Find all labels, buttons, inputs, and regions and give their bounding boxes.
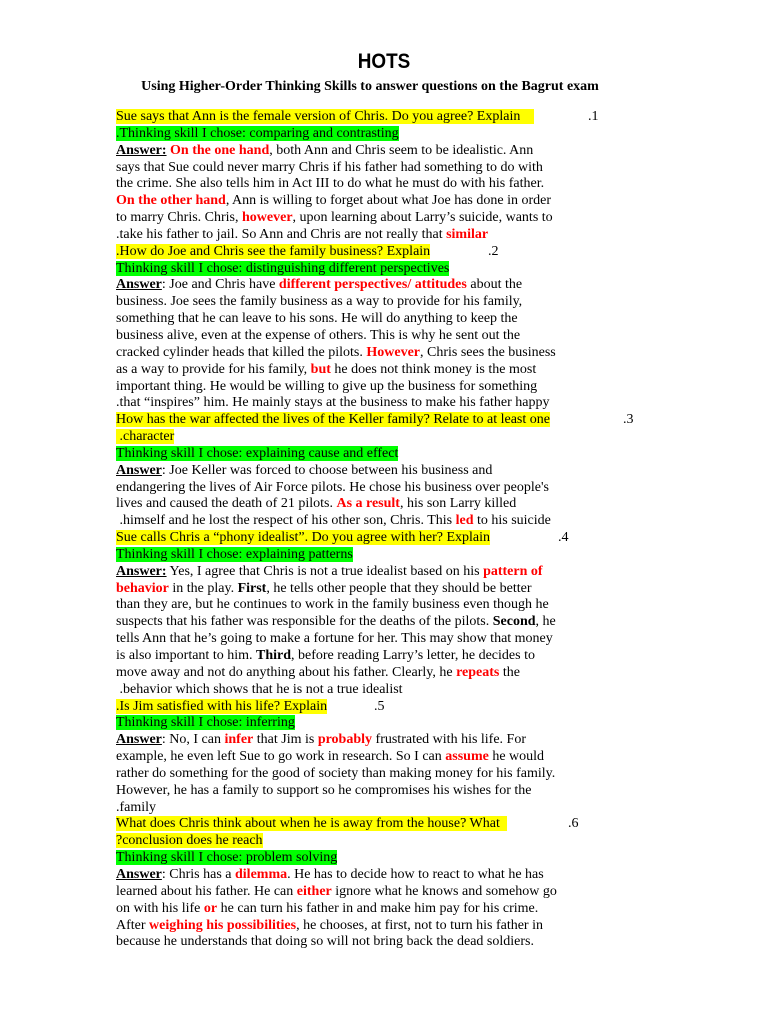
answer-text: cracked cylinder heads that killed the pilots. [116,344,367,360]
answer-line [116,918,616,935]
q6-question-line [116,816,616,833]
q4-skill: Thinking skill I chose: explaining patterns [116,546,353,562]
q1-number: .1 [588,109,599,124]
answer-line [116,884,616,901]
emphasis-text: assume [445,749,489,765]
answer-line [116,682,616,699]
answer-text: .take his father to jail. So Ann and Chris are not really that [116,226,447,242]
q2-number: .2 [488,243,499,259]
answer-text: because he understands that doing so will not bring back the dead soldiers. [116,934,534,950]
document-body [116,109,634,951]
answer-label: Answer [116,462,162,478]
answer-text: ignore what he knows and somehow go [331,883,557,899]
q3-skill-line [116,446,616,463]
q3-skill: Thinking skill I chose: explaining cause and effect [116,445,399,461]
answer-text: about the [466,277,523,293]
q1-skill-line [116,126,616,143]
emphasis-text: probably [317,732,373,748]
emphasis-text: weighing his possibilities [149,917,297,933]
q6-question-cont: ?conclusion does he reach [116,833,263,849]
bold-text: Second [492,614,536,630]
answer-text: : No, I can [161,732,225,748]
emphasis-text: behavior [116,580,169,596]
answer-text: .family [116,799,157,815]
q1-answer-line [116,143,616,160]
answer-label: Answer [116,277,162,293]
answer-label: Answer: [116,142,167,158]
q2-skill-line [116,261,616,278]
answer-text: says that Sue could never marry Chris if his father had something to do with [116,159,543,175]
answer-text: : Joe Keller was forced to choose between his business and [161,462,493,478]
answer-line [116,901,616,918]
answer-text: he would [488,749,545,765]
emphasis-text: but [310,361,331,377]
answer-line [116,210,616,227]
answer-text: that Jim is [253,732,318,748]
answer-label: Answer: [116,563,167,579]
q5-skill: Thinking skill I chose: inferring [116,715,295,731]
answer-text: lives and caused the death of 21 pilots. [116,496,337,512]
q6-question-line-2 [116,833,616,850]
answer-text: .himself and he lost the respect of his other son, Chris. This [119,513,456,529]
answer-text: than they are, but he continues to work in the family business even though he [116,597,549,613]
bold-text: Third [256,648,292,663]
answer-line [116,513,616,530]
q1-question: Sue says that Ann is the female version of Chris. Do you agree? Explain [116,109,521,124]
answer-text: learned about his father. He can [116,883,297,899]
answer-text: , upon learning about Larry’s suicide, wants to [292,210,553,226]
answer-line [116,362,616,379]
emphasis-text: similar [446,226,489,242]
q2-question: .How do Joe and Chris see the family business? Explain [116,243,431,259]
q5-answer-line [116,732,616,749]
q3-question: How has the war affected the lives of the Keller family? Relate to at least one [116,412,550,428]
answer-text: to his suicide [473,513,551,529]
emphasis-text: However [366,344,421,360]
answer-text: to marry Chris. Chris, [116,210,242,226]
emphasis-text: On the other hand [116,193,226,209]
emphasis-text: different perspectives/ attitudes [278,277,467,293]
answer-line [116,193,616,210]
emphasis-text: either [296,883,332,899]
answer-text: is also important to him. [116,648,256,663]
page-subtitle: Using Higher-Order Thinking Skills to answer questions on the Bagrut exam [141,79,599,94]
emphasis-text: repeats [456,664,500,680]
answer-line [116,648,616,665]
q3-question-line [116,412,634,429]
q2-answer-line [116,277,616,294]
answer-text: endangering the lives of Air Force pilots. He chose his business over people's [116,479,549,495]
answer-text: Yes, I agree that Chris is not a true idealist based on his [166,563,484,579]
answer-text: , he [535,614,556,630]
answer-text: tells Ann that he’s going to make a fortune for her. This may show that money [116,631,553,647]
answer-line [116,614,616,631]
q6-number: .6 [568,816,579,832]
q6-question: What does Chris think about when he is away from the house? What [116,816,500,832]
q3-question-line-2 [116,429,616,446]
q2-question-line [116,244,616,261]
emphasis-text: or [203,900,218,916]
q5-question-line [116,699,616,716]
answer-text: .that “inspires” him. He mainly stays at the business to make his father happy [116,395,550,411]
answer-text: , he chooses, at first, not to turn his father in [296,917,543,933]
q3-question-text: .character [119,429,175,445]
answer-text: frustrated with his life. For [372,732,527,748]
q4-number: .4 [558,530,569,546]
answer-text: something that he can leave to his sons. He will do anything to keep the [116,311,518,327]
answer-text: rather do something for the good of society than making money for his family. [116,765,556,781]
answer-text: business alive, even at the expense of others. This is why he sent out the [116,327,521,343]
answer-text: After [116,917,150,933]
q4-answer-line [116,564,616,581]
answer-line [116,581,616,598]
answer-text: suspects that his father was responsible for the deaths of the pilots. [116,614,493,630]
answer-text: the crime. She also tells him in Act III to do what he must do with his father. [116,176,545,192]
answer-text: , before reading Larry’s letter, he decides to [291,648,535,663]
q5-number: .5 [374,698,385,714]
answer-line [116,496,616,513]
emphasis-text: infer [224,732,254,748]
answer-text: important thing. He would be willing to give up the business for something [116,378,538,394]
answer-label: Answer [116,732,162,748]
bold-text: First [237,580,267,596]
answer-text: : Chris has a [161,866,235,882]
q1-question-line [116,109,616,126]
page-title: HOTS [357,50,411,73]
answer-text: , he tells other people that they should be better [266,580,532,596]
answer-label: Answer [116,866,162,882]
answer-text: , both Ann and Chris seem to be idealistic. Ann [269,142,534,158]
answer-line [116,227,616,244]
q3-answer-line [116,463,616,480]
emphasis-text: On the one hand [170,142,270,158]
emphasis-text: pattern of [483,563,543,579]
emphasis-text: led [455,513,474,529]
q4-skill-line [116,547,616,564]
q5-question: .Is Jim satisfied with his life? Explain [116,698,328,714]
q4-question: Sue calls Chris a “phony idealist”. Do you agree with her? Explain [116,530,491,546]
emphasis-text: however [242,210,293,226]
answer-text: , his son Larry killed [399,496,517,512]
answer-text: , Chris sees the business [420,344,556,360]
q6-skill: Thinking skill I chose: problem solving [116,850,338,866]
q3-number: .3 [623,412,634,428]
answer-text: . He has to decide how to react to what he has [287,866,544,882]
answer-text: , Ann is willing to forget about what Joe has done in order [225,193,552,209]
answer-text: business. Joe sees the family business as a way to provide for his family, [116,294,523,310]
answer-line [116,665,616,682]
answer-text: example, he even left Sue to go work in research. So I can [116,749,446,765]
q3-question-cont [116,429,174,444]
answer-text: the [499,664,520,680]
answer-text: in the play. [168,580,238,596]
q6-answer-line [116,867,616,884]
answer-text: as a way to provide for his family, [116,361,311,377]
answer-text: move away and not do anything about his father. Clearly, he [116,664,457,680]
answer-line [116,345,616,362]
emphasis-text: As a result [336,496,400,512]
answer-text: However, he has a family to support so he compromises his wishes for the [116,782,532,798]
q2-skill: Thinking skill I chose: distinguishing different perspectives [116,260,450,276]
q6-skill-line [116,850,616,867]
answer-text: he does not think money is the most [330,361,537,377]
answer-line [116,749,616,766]
q1-skill: .Thinking skill I chose: comparing and contrasting [116,125,399,141]
emphasis-text: dilemma [235,866,288,882]
answer-text: he can turn his father in and make him pay for his crime. [217,900,539,916]
q4-question-line [116,530,616,547]
answer-text: .behavior which shows that he is not a true idealist [119,681,403,697]
q5-skill-line [116,715,616,732]
answer-text: on with his life [116,900,204,916]
answer-text: : Joe and Chris have [161,277,279,293]
